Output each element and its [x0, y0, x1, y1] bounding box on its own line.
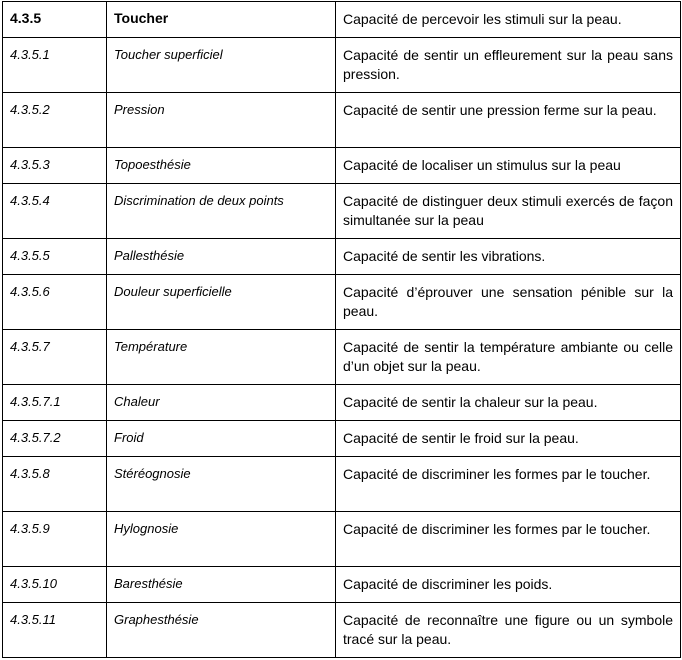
row-code: 4.3.5.5: [3, 239, 107, 275]
section-term: Toucher: [107, 2, 336, 38]
table-row: [3, 275, 681, 330]
row-description: Capacité d’éprouver une sensation pénible sur la peau.: [336, 275, 681, 330]
row-description: Capacité de sentir la température ambiante ou celle d’un objet sur la peau.: [336, 330, 681, 385]
section-code: 4.3.5: [3, 2, 107, 38]
table-row: [3, 457, 681, 512]
row-term: Hylognosie: [107, 512, 336, 567]
table-row: [3, 330, 681, 385]
row-code: 4.3.5.7.1: [3, 385, 107, 421]
row-code: 4.3.5.6: [3, 275, 107, 330]
row-code: 4.3.5.7.2: [3, 421, 107, 457]
row-description: Capacité de sentir la chaleur sur la peau.: [336, 385, 681, 421]
row-code: 4.3.5.7: [3, 330, 107, 385]
row-term: Stéréognosie: [107, 457, 336, 512]
table-row: [3, 93, 681, 148]
row-term: Froid: [107, 421, 336, 457]
row-term: Température: [107, 330, 336, 385]
table-row: [3, 148, 681, 184]
row-code: 4.3.5.2: [3, 93, 107, 148]
section-description: Capacité de percevoir les stimuli sur la peau.: [336, 2, 681, 38]
row-description: Capacité de sentir une pression ferme sur la peau.: [336, 93, 681, 148]
row-term: Chaleur: [107, 385, 336, 421]
row-term: Baresthésie: [107, 567, 336, 603]
table-row: [3, 512, 681, 567]
row-description: Capacité de localiser un stimulus sur la peau: [336, 148, 681, 184]
row-description: Capacité de reconnaître une figure ou un symbole tracé sur la peau.: [336, 603, 681, 658]
row-description: Capacité de sentir les vibrations.: [336, 239, 681, 275]
table-row: [3, 421, 681, 457]
row-code: 4.3.5.8: [3, 457, 107, 512]
row-term: Discrimination de deux points: [107, 184, 336, 239]
row-description: Capacité de distinguer deux stimuli exercés de façon simultanée sur la peau: [336, 184, 681, 239]
row-code: 4.3.5.10: [3, 567, 107, 603]
row-code: 4.3.5.4: [3, 184, 107, 239]
row-term: Pression: [107, 93, 336, 148]
touch-definitions-table: [2, 1, 681, 658]
table-row: [3, 239, 681, 275]
row-description: Capacité de sentir le froid sur la peau.: [336, 421, 681, 457]
row-code: 4.3.5.9: [3, 512, 107, 567]
table-header-row: [3, 2, 681, 38]
table-row: [3, 38, 681, 93]
row-code: 4.3.5.1: [3, 38, 107, 93]
table-row: [3, 603, 681, 658]
row-description: Capacité de sentir un effleurement sur la peau sans pression.: [336, 38, 681, 93]
row-term: Topoesthésie: [107, 148, 336, 184]
row-description: Capacité de discriminer les formes par le toucher.: [336, 512, 681, 567]
row-term: Toucher superficiel: [107, 38, 336, 93]
row-term: Douleur superficielle: [107, 275, 336, 330]
row-description: Capacité de discriminer les formes par le toucher.: [336, 457, 681, 512]
row-description: Capacité de discriminer les poids.: [336, 567, 681, 603]
table-row: [3, 184, 681, 239]
row-term: Graphesthésie: [107, 603, 336, 658]
table-row: [3, 385, 681, 421]
row-code: 4.3.5.3: [3, 148, 107, 184]
row-code: 4.3.5.11: [3, 603, 107, 658]
table-row: [3, 567, 681, 603]
row-term: Pallesthésie: [107, 239, 336, 275]
